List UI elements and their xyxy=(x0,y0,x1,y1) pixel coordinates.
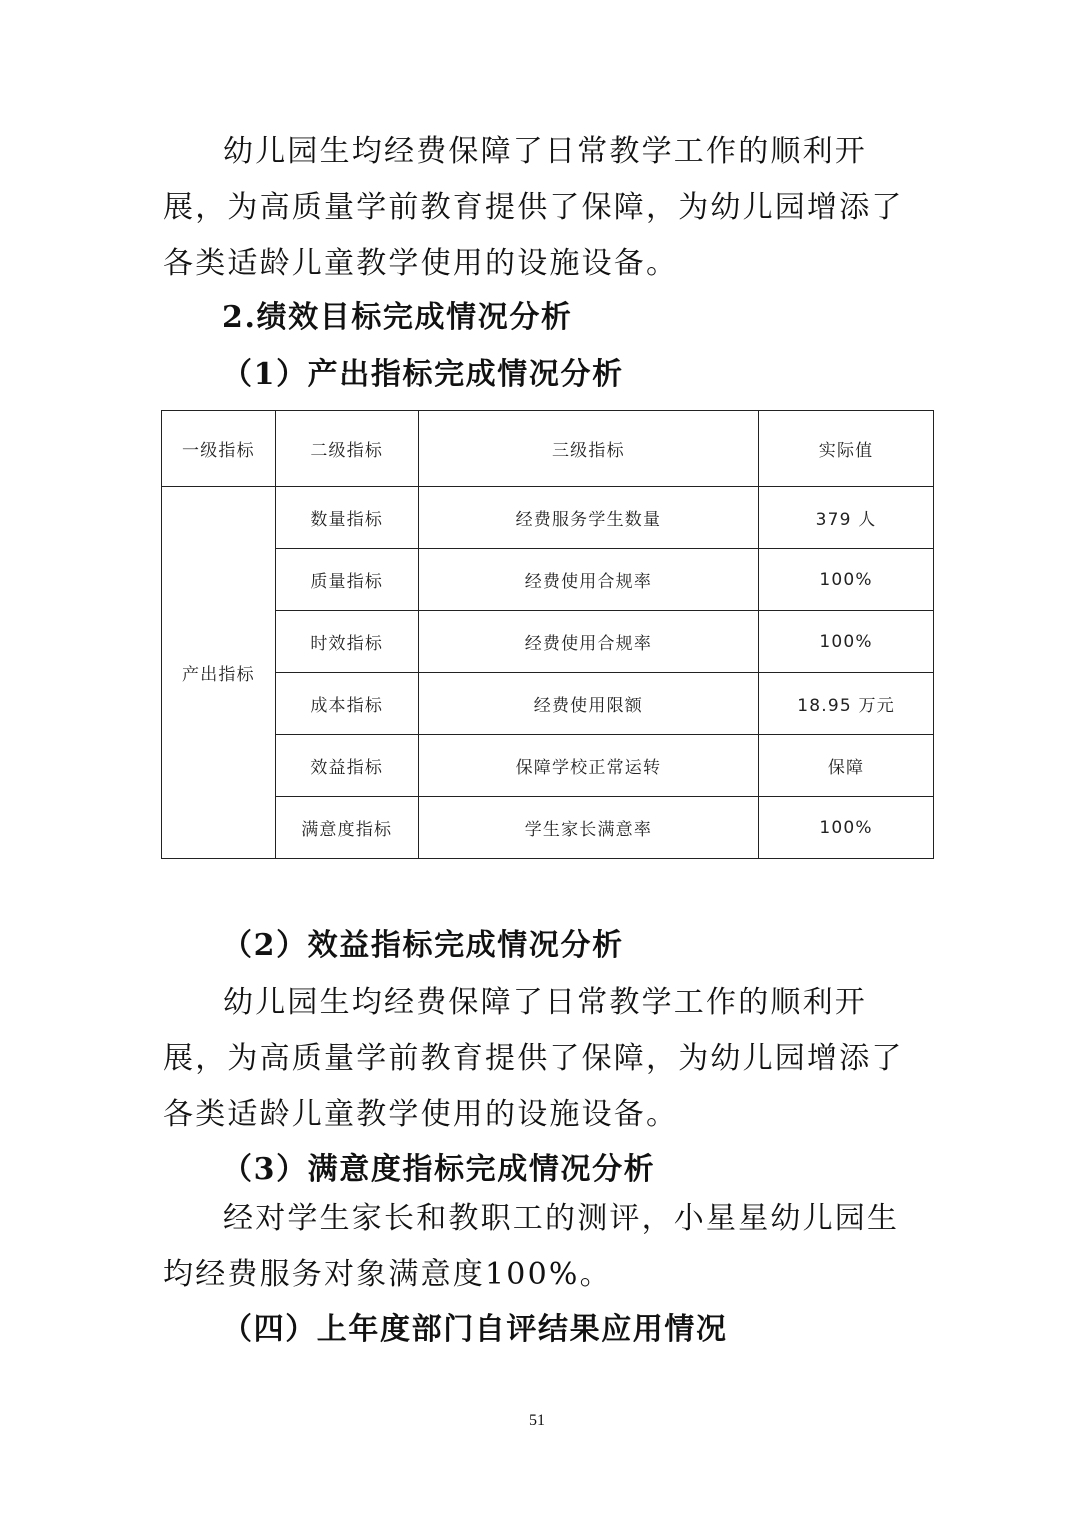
heading-performance-analysis: 2.绩效目标完成情况分析 xyxy=(222,300,573,335)
table-row xyxy=(162,487,934,549)
heading-satisfaction-indicators: （3）满意度指标完成情况分析 xyxy=(222,1152,656,1187)
paragraph-intro: 幼儿园生均经费保障了日常教学工作的顺利开展，为高质量学前教育提供了保障，为幼儿园增添了各类适龄儿童教学使用的设施设备。 xyxy=(163,134,904,281)
paragraph-benefit: 幼儿园生均经费保障了日常教学工作的顺利开展，为高质量学前教育提供了保障，为幼儿园增添了各类适龄儿童教学使用的设施设备。 xyxy=(163,985,904,1132)
paragraph-satisfaction: 经对学生家长和教职工的测评，小星星幼儿园生均经费服务对象满意度100%。 xyxy=(163,1201,900,1292)
cell-level2: 效益指标 xyxy=(275,735,418,797)
cell-value: 100% xyxy=(759,549,934,611)
table-row xyxy=(162,673,934,735)
header-actual-value: 实际值 xyxy=(759,411,934,487)
cell-level2: 成本指标 xyxy=(275,673,418,735)
cell-level2: 数量指标 xyxy=(275,487,418,549)
cell-level3: 保障学校正常运转 xyxy=(418,735,759,797)
table-row xyxy=(162,797,934,859)
header-level2: 二级指标 xyxy=(275,411,418,487)
heading-section-four: （四）上年度部门自评结果应用情况 xyxy=(222,1312,728,1347)
header-level3: 三级指标 xyxy=(418,411,759,487)
cell-value: 379 人 xyxy=(759,487,934,549)
cell-level3: 经费使用合规率 xyxy=(418,611,759,673)
cell-level3: 经费使用限额 xyxy=(418,673,759,735)
cell-level2: 时效指标 xyxy=(275,611,418,673)
table-row xyxy=(162,611,934,673)
cell-level1-output: 产出指标 xyxy=(162,487,276,859)
cell-level3: 经费使用合规率 xyxy=(418,549,759,611)
cell-level2: 质量指标 xyxy=(275,549,418,611)
table-header-row xyxy=(162,411,934,487)
cell-value: 保障 xyxy=(759,735,934,797)
cell-value: 18.95 万元 xyxy=(759,673,934,735)
table-row xyxy=(162,735,934,797)
cell-value: 100% xyxy=(759,797,934,859)
indicator-table xyxy=(161,410,934,859)
cell-value: 100% xyxy=(759,611,934,673)
table-row xyxy=(162,549,934,611)
cell-level3: 经费服务学生数量 xyxy=(418,487,759,549)
cell-level2: 满意度指标 xyxy=(275,797,418,859)
heading-benefit-indicators: （2）效益指标完成情况分析 xyxy=(222,928,624,963)
header-level1: 一级指标 xyxy=(162,411,276,487)
page-number: 51 xyxy=(529,1412,545,1429)
heading-output-indicators: （1）产出指标完成情况分析 xyxy=(222,357,624,392)
cell-level3: 学生家长满意率 xyxy=(418,797,759,859)
